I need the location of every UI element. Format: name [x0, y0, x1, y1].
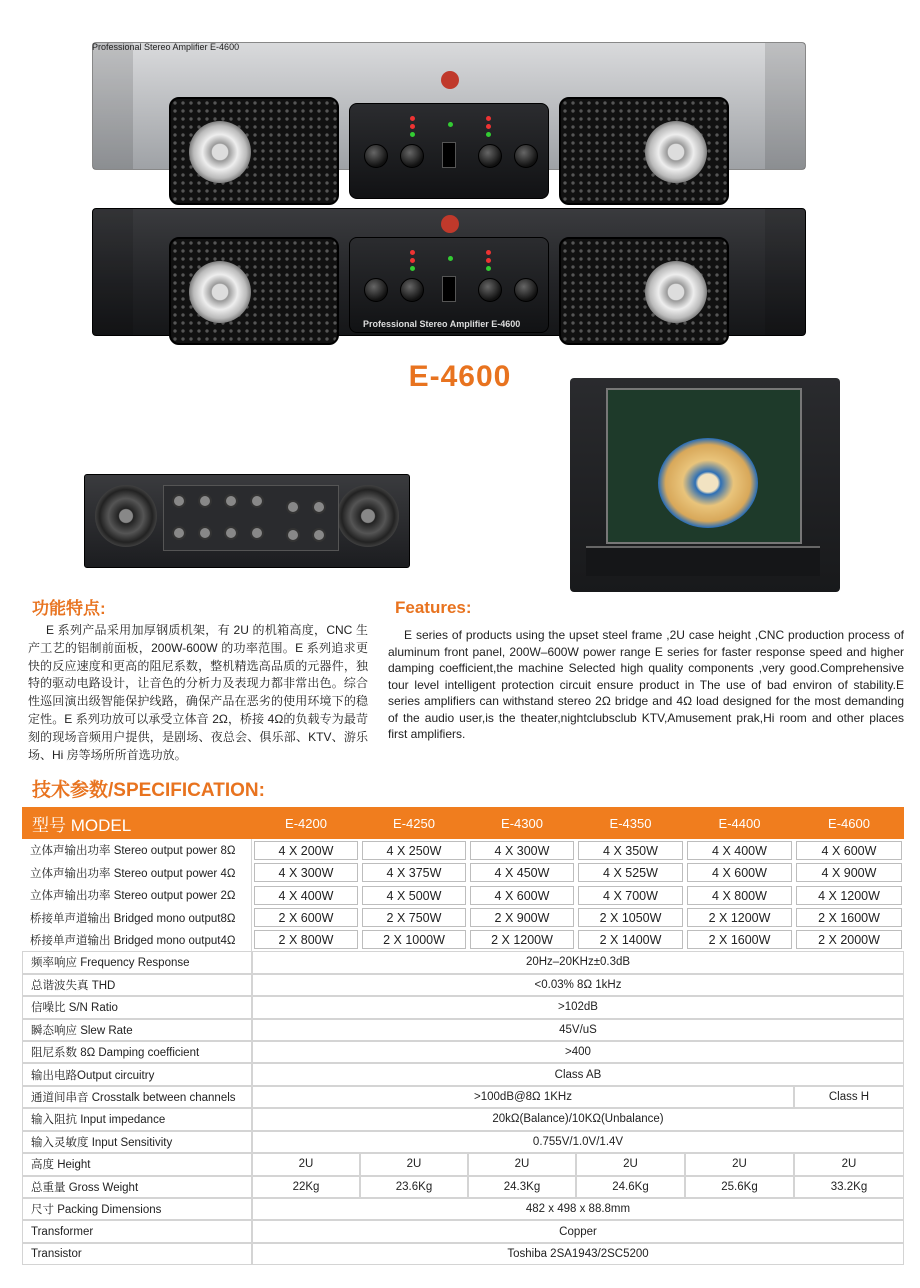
spec-title: 技术参数/SPECIFICATION:: [32, 780, 265, 801]
row-label: 信噪比 S/N Ratio: [22, 996, 252, 1018]
product-model-title: E-4600: [408, 360, 512, 393]
table-row: [22, 1131, 904, 1153]
table-cell: [685, 906, 794, 928]
table-cell: Copper: [252, 1220, 904, 1242]
xlr-jack-icon: [198, 494, 212, 508]
table-cell: [360, 884, 468, 906]
cell-value: 4 X 700W: [578, 886, 683, 905]
table-cell: 2U: [576, 1153, 685, 1175]
row-label: Transistor: [22, 1243, 252, 1265]
table-cell: [794, 861, 904, 883]
cell-value: 4 X 1200W: [796, 886, 902, 905]
volume-knob-icon: [514, 278, 538, 302]
table-row: [22, 906, 904, 928]
table-cell: [576, 929, 685, 951]
features-en-body: E series of products using the upset steel frame ,2U case height ,CNC production process of aluminum front panel, 200W–600W power range E series for faster response speed and higher damping coefficient,the machine Selected high quality components ,very good.Comprehensive tour level intelligent protection circuit ensure product in The use of bad environ of stability.E series amplifiers can withstand stereo 2Ω bridge and 4Ω load designed for the most demanding of the audio user,is the theater,nightclubsclub KTV,Amusement prak,Hi room and other places first amplifiers.: [388, 628, 904, 741]
table-row: [22, 884, 904, 906]
brand-logo-icon: [441, 215, 459, 233]
amplifier-internal-photo: [570, 378, 840, 592]
table-row: [22, 951, 904, 973]
table-cell: Class H: [794, 1086, 904, 1108]
xlr-jack-icon: [250, 494, 264, 508]
speakon-jack-icon: [286, 528, 300, 542]
table-cell: [685, 839, 794, 861]
row-label: 输出电路Output circuitry: [22, 1063, 252, 1085]
cell-value: 4 X 525W: [578, 863, 683, 882]
led-icon: [486, 266, 491, 271]
front-caption: Professional Stereo Amplifier E-4600: [363, 319, 521, 329]
front-caption: Professional Stereo Amplifier E-4600: [92, 42, 240, 52]
cell-value: 2 X 900W: [470, 908, 574, 927]
front-panel-edge: [586, 546, 820, 576]
table-cell: 22Kg: [252, 1176, 360, 1198]
table-cell: 2U: [685, 1153, 794, 1175]
table-cell: [252, 906, 360, 928]
cell-value: 2 X 1200W: [687, 908, 792, 927]
table-row: [22, 1108, 904, 1130]
features-cn-body: E 系列产品采用加厚钢质机架，有 2U 的机箱高度，CNC 生产工艺的铝制前面板，200W-600W 的功率范围。E 系列追求更快的反应速度和更高的阻尼系数，整机精选高品质的元器件，独特的驱动电路设计，让音色的分析力及表现力都非常出色。综合性巡回演出级智能保护线路，确保产品在恶劣的使用环境下的稳定性。E 系列功放可以承受立体音 2Ω，桥接 4Ω的负载专为最苛刻的现场音频用户提供，是剧场、夜总会、俱乐部、KTV、游乐场、Hi 房等场所所首选功放。: [28, 623, 368, 762]
table-cell: [576, 906, 685, 928]
table-cell: >100dB@8Ω 1KHz: [252, 1086, 794, 1108]
table-cell: [576, 861, 685, 883]
features-cn-title: 功能特点:: [32, 599, 106, 618]
cell-value: 4 X 450W: [470, 863, 574, 882]
rear-connector-panel: [163, 485, 339, 551]
amplifier-rear-photo: [84, 474, 410, 568]
cell-value: 2 X 1200W: [470, 930, 574, 949]
speakon-jack-icon: [312, 528, 326, 542]
spec-table: [22, 807, 904, 1265]
xlr-jack-icon: [198, 526, 212, 540]
model-header-label: 型号 MODEL: [22, 807, 252, 839]
table-cell: 2U: [252, 1153, 360, 1175]
cell-value: 4 X 400W: [687, 841, 792, 860]
table-cell: 482 x 498 x 88.8mm: [252, 1198, 904, 1220]
cell-value: 2 X 1050W: [578, 908, 683, 927]
fan-icon: [645, 261, 707, 323]
table-cell: [468, 906, 576, 928]
volume-knob-icon: [400, 278, 424, 302]
row-label: 频率响应 Frequency Response: [22, 951, 252, 973]
table-cell: [685, 861, 794, 883]
table-cell: [794, 929, 904, 951]
table-cell: [468, 861, 576, 883]
volume-knob-icon: [364, 278, 388, 302]
cell-value: 2 X 800W: [254, 930, 358, 949]
table-cell: [360, 929, 468, 951]
led-icon: [486, 258, 491, 263]
vent-grille-left: [169, 237, 339, 345]
cell-value: 4 X 300W: [254, 863, 358, 882]
table-cell: [252, 929, 360, 951]
toroidal-transformer-icon: [658, 438, 758, 528]
xlr-jack-icon: [224, 526, 238, 540]
table-cell: [468, 884, 576, 906]
vent-grille-right: [559, 237, 729, 345]
cell-value: 4 X 250W: [362, 841, 466, 860]
row-label: 高度 Height: [22, 1153, 252, 1175]
table-cell: 2U: [468, 1153, 576, 1175]
table-row: [22, 1220, 904, 1242]
table-cell: [576, 884, 685, 906]
cell-value: 4 X 900W: [796, 863, 902, 882]
led-icon: [410, 266, 415, 271]
speakon-jack-icon: [286, 500, 300, 514]
table-cell: >400: [252, 1041, 904, 1063]
xlr-jack-icon: [172, 494, 186, 508]
fan-icon: [337, 485, 399, 547]
row-label: 阻尼系数 8Ω Damping coefficient: [22, 1041, 252, 1063]
table-cell: [794, 884, 904, 906]
row-label: 立体声输出功率 Stereo output power 8Ω: [22, 839, 252, 861]
table-cell: [468, 839, 576, 861]
row-label: Transformer: [22, 1220, 252, 1242]
row-label: 总重量 Gross Weight: [22, 1176, 252, 1198]
table-cell: [360, 906, 468, 928]
cell-value: 2 X 1600W: [687, 930, 792, 949]
row-label: 立体声输出功率 Stereo output power 4Ω: [22, 861, 252, 883]
table-cell: 24.6Kg: [576, 1176, 685, 1198]
led-icon: [410, 258, 415, 263]
cell-value: 4 X 400W: [254, 886, 358, 905]
table-cell: Toshiba 2SA1943/2SC5200: [252, 1243, 904, 1265]
fan-icon: [189, 261, 251, 323]
table-header-row: [22, 807, 904, 839]
table-cell: 45V/uS: [252, 1019, 904, 1041]
table-row: [22, 929, 904, 951]
cell-value: 4 X 350W: [578, 841, 683, 860]
cell-value: 2 X 1400W: [578, 930, 683, 949]
cell-value: 4 X 300W: [470, 841, 574, 860]
row-label: 瞬态响应 Slew Rate: [22, 1019, 252, 1041]
volume-knob-icon: [478, 278, 502, 302]
row-label: 立体声输出功率 Stereo output power 2Ω: [22, 884, 252, 906]
led-icon: [486, 250, 491, 255]
fan-icon: [95, 485, 157, 547]
row-label: 输入灵敏度 Input Sensitivity: [22, 1131, 252, 1153]
table-cell: 24.3Kg: [468, 1176, 576, 1198]
table-cell: [468, 929, 576, 951]
xlr-jack-icon: [172, 526, 186, 540]
table-cell: 20kΩ(Balance)/10KΩ(Unbalance): [252, 1108, 904, 1130]
model-header: E-4300: [468, 807, 576, 839]
model-header: E-4600: [794, 807, 904, 839]
cell-value: 2 X 1000W: [362, 930, 466, 949]
power-switch-icon: [442, 276, 456, 302]
row-label: 桥接单声道输出 Bridged mono output8Ω: [22, 906, 252, 928]
table-cell: 2U: [360, 1153, 468, 1175]
table-row: [22, 1153, 904, 1175]
table-cell: <0.03% 8Ω 1kHz: [252, 974, 904, 996]
row-label: 通道间串音 Crosstalk between channels: [22, 1086, 252, 1108]
table-cell: [685, 884, 794, 906]
rack-ear-right: [765, 209, 805, 335]
table-cell: [252, 884, 360, 906]
row-label: 总谐波失真 THD: [22, 974, 252, 996]
table-row: [22, 1176, 904, 1198]
table-cell: [360, 861, 468, 883]
table-row: [22, 1041, 904, 1063]
table-row: [22, 1198, 904, 1220]
table-cell: 23.6Kg: [360, 1176, 468, 1198]
rack-ear-left: [93, 209, 133, 335]
table-cell: [794, 839, 904, 861]
table-row: [22, 974, 904, 996]
table-cell: [685, 929, 794, 951]
table-cell: 33.2Kg: [794, 1176, 904, 1198]
table-row: [22, 839, 904, 861]
table-cell: [252, 839, 360, 861]
table-cell: >102dB: [252, 996, 904, 1018]
xlr-jack-icon: [224, 494, 238, 508]
cell-value: 2 X 600W: [254, 908, 358, 927]
cell-value: 4 X 600W: [687, 863, 792, 882]
cell-value: 2 X 2000W: [796, 930, 902, 949]
features-en-title: Features:: [395, 598, 472, 617]
model-header: E-4200: [252, 807, 360, 839]
speakon-jack-icon: [312, 500, 326, 514]
table-cell: [794, 906, 904, 928]
led-icon: [410, 250, 415, 255]
table-row: [22, 1063, 904, 1085]
cell-value: 4 X 600W: [796, 841, 902, 860]
cell-value: 2 X 1600W: [796, 908, 902, 927]
table-cell: [360, 839, 468, 861]
amplifier-photo-black: [92, 208, 806, 336]
table-row: [22, 996, 904, 1018]
row-label: 输入阻抗 Input impedance: [22, 1108, 252, 1130]
row-label: 桥接单声道输出 Bridged mono output4Ω: [22, 929, 252, 951]
cell-value: 4 X 500W: [362, 886, 466, 905]
cell-value: 4 X 375W: [362, 863, 466, 882]
table-row: [22, 1243, 904, 1265]
model-header: E-4350: [576, 807, 685, 839]
model-header: E-4400: [685, 807, 794, 839]
table-row: [22, 1086, 904, 1108]
cell-value: 4 X 800W: [687, 886, 792, 905]
model-header: E-4250: [360, 807, 468, 839]
led-icon: [448, 256, 453, 261]
table-row: [22, 861, 904, 883]
cell-value: 4 X 200W: [254, 841, 358, 860]
table-cell: 25.6Kg: [685, 1176, 794, 1198]
cell-value: 2 X 750W: [362, 908, 466, 927]
table-cell: 0.755V/1.0V/1.4V: [252, 1131, 904, 1153]
table-cell: [252, 861, 360, 883]
table-cell: 20Hz–20KHz±0.3dB: [252, 951, 904, 973]
table-cell: [576, 839, 685, 861]
table-cell: 2U: [794, 1153, 904, 1175]
table-cell: Class AB: [252, 1063, 904, 1085]
table-row: [22, 1019, 904, 1041]
xlr-jack-icon: [250, 526, 264, 540]
row-label: 尺寸 Packing Dimensions: [22, 1198, 252, 1220]
spec-table-body: [22, 839, 904, 1265]
cell-value: 4 X 600W: [470, 886, 574, 905]
